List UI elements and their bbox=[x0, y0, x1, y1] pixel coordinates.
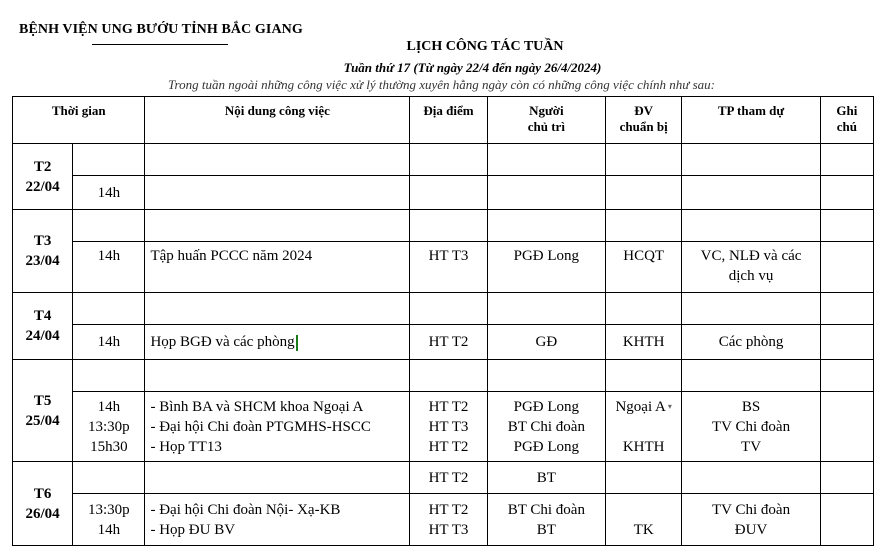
content-cell[interactable] bbox=[145, 293, 410, 325]
col-header-prep[interactable]: ĐV chuẩn bị bbox=[606, 97, 682, 144]
day-cell[interactable]: T2 22/04 bbox=[13, 144, 73, 210]
col-header-place[interactable]: Địa điểm bbox=[410, 97, 487, 144]
schedule-table bbox=[12, 96, 874, 546]
place-cell[interactable] bbox=[410, 210, 487, 242]
prep-cell[interactable] bbox=[606, 210, 682, 242]
hospital-name: BỆNH VIỆN UNG BƯỚU TỈNH BẮC GIANG bbox=[19, 22, 303, 37]
time-cell[interactable] bbox=[73, 360, 145, 392]
time-cell[interactable]: 14h bbox=[73, 242, 145, 293]
note-cell[interactable] bbox=[820, 242, 873, 293]
day-cell[interactable]: T3 23/04 bbox=[13, 210, 73, 293]
note-cell[interactable] bbox=[820, 176, 873, 210]
host-cell[interactable] bbox=[487, 144, 605, 176]
table-row bbox=[13, 392, 874, 462]
content-cell[interactable] bbox=[145, 176, 410, 210]
col-header-time[interactable]: Thời gian bbox=[13, 97, 145, 144]
prep-cell[interactable]: TK bbox=[606, 494, 682, 546]
note-cell[interactable] bbox=[820, 210, 873, 242]
host-cell[interactable] bbox=[487, 176, 605, 210]
content-cell[interactable]: Họp BGĐ và các phòng bbox=[145, 325, 410, 360]
place-cell[interactable] bbox=[410, 360, 487, 392]
prep-cell[interactable] bbox=[606, 462, 682, 494]
place-cell[interactable] bbox=[410, 144, 487, 176]
place-cell[interactable]: HT T3 bbox=[410, 242, 487, 293]
time-cell[interactable]: 14h 13:30p 15h30 bbox=[73, 392, 145, 462]
col-header-host[interactable]: Người chủ trì bbox=[487, 97, 605, 144]
place-cell[interactable] bbox=[410, 176, 487, 210]
content-cell[interactable] bbox=[145, 210, 410, 242]
time-cell[interactable] bbox=[73, 462, 145, 494]
col-header-note[interactable]: Ghi chú bbox=[820, 97, 873, 144]
schedule-title: LỊCH CÔNG TÁC TUẦN bbox=[406, 39, 564, 54]
attend-cell[interactable] bbox=[682, 176, 820, 210]
prep-cell[interactable] bbox=[606, 360, 682, 392]
content-cell[interactable] bbox=[145, 462, 410, 494]
dropdown-arrow-icon[interactable]: ▾ bbox=[667, 401, 672, 411]
place-cell[interactable]: HT T2 HT T3 HT T2 bbox=[410, 392, 487, 462]
table-row bbox=[13, 210, 874, 242]
time-cell[interactable] bbox=[73, 144, 145, 176]
attend-cell[interactable]: BS TV Chi đoàn TV bbox=[682, 392, 820, 462]
host-cell[interactable]: PGĐ Long bbox=[487, 242, 605, 293]
place-cell[interactable]: HT T2 bbox=[410, 462, 487, 494]
place-cell[interactable]: HT T2 HT T3 bbox=[410, 494, 487, 546]
note-cell[interactable] bbox=[820, 392, 873, 462]
prep-cell[interactable]: KHTH bbox=[606, 325, 682, 360]
content-cell[interactable]: - Bình BA và SHCM khoa Ngoại A - Đại hội Chi đoàn PTGMHS-HSCC - Họp TT13 bbox=[145, 392, 410, 462]
week-range: Tuần thứ 17 (Từ ngày 22/4 đến ngày 26/4/2024) bbox=[343, 60, 602, 75]
host-cell[interactable]: PGĐ Long BT Chi đoàn PGĐ Long bbox=[487, 392, 605, 462]
host-cell[interactable] bbox=[487, 293, 605, 325]
table-row bbox=[13, 494, 874, 546]
prep-cell[interactable]: HCQT bbox=[606, 242, 682, 293]
attend-cell[interactable]: TV Chi đoàn ĐUV bbox=[682, 494, 820, 546]
content-cell[interactable]: - Đại hội Chi đoàn Nội- Xạ-KB - Họp ĐU BV bbox=[145, 494, 410, 546]
content-cell[interactable] bbox=[145, 144, 410, 176]
table-row bbox=[13, 176, 874, 210]
time-cell[interactable] bbox=[73, 210, 145, 242]
time-cell[interactable]: 13:30p 14h bbox=[73, 494, 145, 546]
text-cursor bbox=[296, 335, 298, 351]
attend-cell[interactable] bbox=[682, 210, 820, 242]
table-row bbox=[13, 462, 874, 494]
host-cell[interactable] bbox=[487, 360, 605, 392]
prep-cell[interactable] bbox=[606, 176, 682, 210]
note-cell[interactable] bbox=[820, 144, 873, 176]
note-cell[interactable] bbox=[820, 462, 873, 494]
content-cell[interactable]: Tập huấn PCCC năm 2024 bbox=[145, 242, 410, 293]
attend-cell[interactable]: Các phòng bbox=[682, 325, 820, 360]
host-cell[interactable]: BT bbox=[487, 462, 605, 494]
time-cell[interactable]: 14h bbox=[73, 325, 145, 360]
col-header-attend[interactable]: TP tham dự bbox=[682, 97, 820, 144]
attend-cell[interactable] bbox=[682, 462, 820, 494]
attend-cell[interactable] bbox=[682, 293, 820, 325]
attend-cell[interactable]: VC, NLĐ và các dịch vụ bbox=[682, 242, 820, 293]
host-cell[interactable]: BT Chi đoàn BT bbox=[487, 494, 605, 546]
attend-cell[interactable] bbox=[682, 360, 820, 392]
time-cell[interactable] bbox=[73, 293, 145, 325]
table-header-row bbox=[13, 97, 874, 144]
day-cell[interactable]: T6 26/04 bbox=[13, 462, 73, 546]
attend-cell[interactable] bbox=[682, 144, 820, 176]
place-cell[interactable] bbox=[410, 293, 487, 325]
table-row bbox=[13, 144, 874, 176]
table-row bbox=[13, 242, 874, 293]
col-header-content[interactable]: Nội dung công việc bbox=[145, 97, 410, 144]
note-cell[interactable] bbox=[820, 494, 873, 546]
day-cell[interactable]: T5 25/04 bbox=[13, 360, 73, 462]
place-cell[interactable]: HT T2 bbox=[410, 325, 487, 360]
time-cell[interactable]: 14h bbox=[73, 176, 145, 210]
host-cell[interactable] bbox=[487, 210, 605, 242]
prep-cell[interactable] bbox=[606, 144, 682, 176]
host-cell[interactable]: GĐ bbox=[487, 325, 605, 360]
note-cell[interactable] bbox=[820, 360, 873, 392]
prep-cell[interactable] bbox=[606, 293, 682, 325]
note-cell[interactable] bbox=[820, 293, 873, 325]
content-cell[interactable] bbox=[145, 360, 410, 392]
day-cell[interactable]: T4 24/04 bbox=[13, 293, 73, 360]
note-cell[interactable] bbox=[820, 325, 873, 360]
table-row bbox=[13, 360, 874, 392]
table-row bbox=[13, 293, 874, 325]
table-row bbox=[13, 325, 874, 360]
prep-cell[interactable]: Ngoại A ▾ KHTH bbox=[606, 392, 682, 462]
schedule-note: Trong tuần ngoài những công việc xử lý thường xuyên hằng ngày còn có những công việc chính như sau: bbox=[168, 77, 715, 92]
